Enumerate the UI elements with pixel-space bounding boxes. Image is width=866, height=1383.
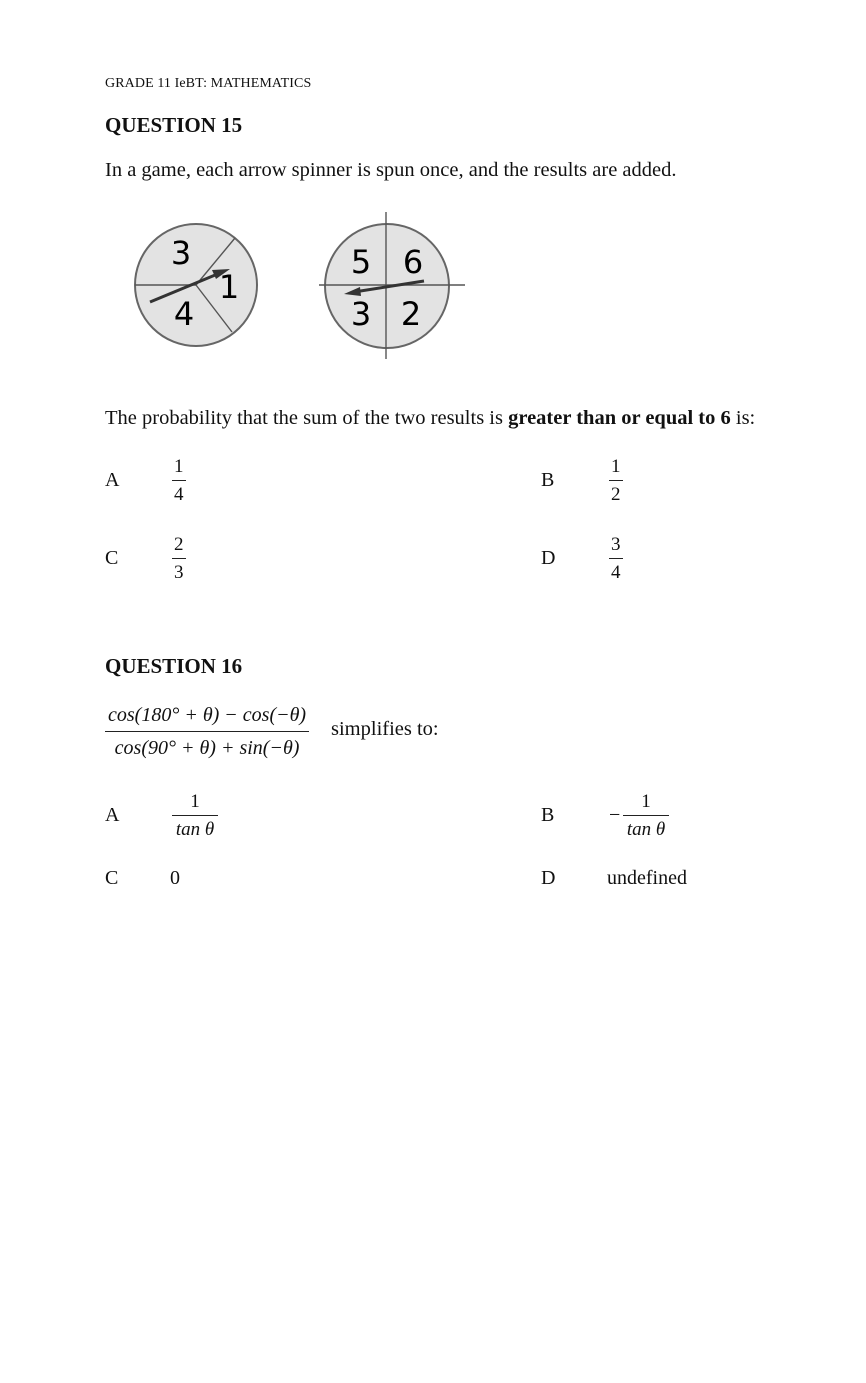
option-a-fraction[interactable] (172, 792, 218, 839)
fraction-denominator: 4 (611, 562, 621, 583)
option-c-value[interactable]: 0 (170, 867, 180, 889)
option-a-letter[interactable]: A (105, 469, 120, 491)
fraction-numerator: 1 (609, 457, 623, 481)
fraction-denominator: 3 (174, 562, 184, 583)
option-d-fraction[interactable] (609, 535, 623, 582)
fraction-denominator: tan θ (175, 819, 215, 840)
fraction-numerator: 2 (172, 535, 186, 559)
spinner-1-label: 1 (218, 268, 240, 306)
expression-numerator: cos(180° + θ) − cos(−θ) (105, 705, 309, 732)
option-c-letter[interactable]: C (105, 867, 119, 889)
spinner-1 (135, 224, 257, 346)
option-b-letter[interactable]: B (541, 804, 555, 826)
option-d-letter[interactable]: D (541, 547, 556, 569)
option-a-letter[interactable]: A (105, 804, 120, 826)
fraction-denominator: 2 (611, 484, 621, 505)
spinners-figure (128, 210, 473, 362)
spinner-2-label: 6 (402, 243, 424, 281)
page-header: GRADE 11 IeBT: MATHEMATICS (105, 76, 312, 91)
prompt-text: The probability that the sum of the two results is (105, 407, 509, 429)
fraction-numerator: 1 (172, 457, 186, 481)
spinner-1-label: 4 (173, 295, 195, 333)
fraction-denominator: tan θ (626, 819, 666, 840)
option-a-fraction[interactable] (172, 457, 186, 504)
question-16-expression (105, 705, 309, 758)
option-b-fraction[interactable] (623, 792, 669, 839)
fraction-numerator: 1 (172, 792, 218, 816)
option-c-letter[interactable]: C (105, 547, 119, 569)
question-16-title: QUESTION 16 (105, 654, 243, 678)
option-b-sign: − (609, 804, 621, 826)
option-d-letter[interactable]: D (541, 867, 556, 889)
spinner-1-label: 3 (170, 234, 192, 272)
prompt-text-end: is: (730, 407, 756, 429)
prompt-emphasis: greater than or equal to 6 (508, 407, 731, 429)
expression-denominator: cos(90° + θ) + sin(−θ) (114, 737, 300, 759)
option-b-letter[interactable]: B (541, 469, 555, 491)
spinner-2-label: 3 (350, 295, 372, 333)
question-15-prompt (105, 407, 755, 430)
option-b-fraction[interactable] (609, 457, 623, 504)
question-16-suffix: simplifies to: (331, 718, 439, 740)
spinner-2 (319, 212, 465, 359)
fraction-numerator: 1 (623, 792, 669, 816)
fraction-numerator: 3 (609, 535, 623, 559)
fraction-denominator: 4 (174, 484, 184, 505)
question-15-title: QUESTION 15 (105, 113, 243, 137)
option-c-fraction[interactable] (172, 535, 186, 582)
spinner-2-label: 5 (350, 243, 372, 281)
question-15-intro: In a game, each arrow spinner is spun once, and the results are added. (105, 159, 677, 181)
spinner-2-label: 2 (400, 295, 422, 333)
option-d-value[interactable]: undefined (607, 867, 687, 889)
